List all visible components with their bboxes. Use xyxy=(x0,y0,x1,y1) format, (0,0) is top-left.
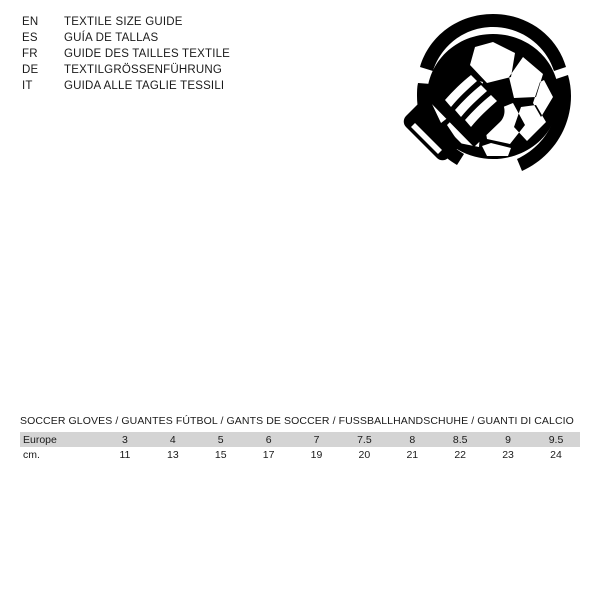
table-cell: 4 xyxy=(149,432,197,447)
table-cell: 11 xyxy=(101,447,149,462)
language-legend xyxy=(22,16,342,96)
table-cell: 23 xyxy=(484,447,532,462)
legend-row-it xyxy=(22,80,342,96)
table-cell: 17 xyxy=(245,447,293,462)
legend-code: EN xyxy=(22,16,39,28)
legend-code: FR xyxy=(22,48,38,60)
legend-label: TEXTILE SIZE GUIDE xyxy=(64,16,183,28)
row-header: cm. xyxy=(20,447,101,462)
table-cell: 24 xyxy=(532,447,580,462)
legend-label: GUIDA ALLE TAGLIE TESSILI xyxy=(64,80,225,92)
legend-row-en xyxy=(22,16,342,32)
table-cell: 8.5 xyxy=(436,432,484,447)
table-cell: 9 xyxy=(484,432,532,447)
table-cell: 8 xyxy=(388,432,436,447)
legend-code: ES xyxy=(22,32,38,44)
legend-row-fr xyxy=(22,48,342,64)
legend-code: IT xyxy=(22,80,33,92)
table-cell: 21 xyxy=(388,447,436,462)
row-header: Europe xyxy=(20,432,101,447)
goalkeeper-glove-and-soccer-ball-icon xyxy=(398,8,588,198)
table-cell: 9.5 xyxy=(532,432,580,447)
legend-row-es xyxy=(22,32,342,48)
table-cell: 20 xyxy=(340,447,388,462)
size-table-section xyxy=(20,415,580,462)
table-cell: 3 xyxy=(101,432,149,447)
table-cell: 7 xyxy=(293,432,341,447)
table-cell: 7.5 xyxy=(340,432,388,447)
size-table xyxy=(20,432,580,462)
table-cell: 15 xyxy=(197,447,245,462)
legend-label: TEXTILGRÖSSENFÜHRUNG xyxy=(64,64,222,76)
table-cell: 22 xyxy=(436,447,484,462)
table-row xyxy=(20,447,580,462)
table-row xyxy=(20,432,580,447)
legend-label: GUÍA DE TALLAS xyxy=(64,32,159,44)
legend-code: DE xyxy=(22,64,39,76)
legend-row-de xyxy=(22,64,342,80)
table-cell: 5 xyxy=(197,432,245,447)
table-cell: 13 xyxy=(149,447,197,462)
table-cell: 6 xyxy=(245,432,293,447)
size-table-title: SOCCER GLOVES / GUANTES FÚTBOL / GANTS DE SOCCER / FUSSBALLHANDSCHUHE / GUANTI DI CALCIO xyxy=(20,415,574,427)
table-cell: 19 xyxy=(293,447,341,462)
legend-label: GUIDE DES TAILLES TEXTILE xyxy=(64,48,231,60)
